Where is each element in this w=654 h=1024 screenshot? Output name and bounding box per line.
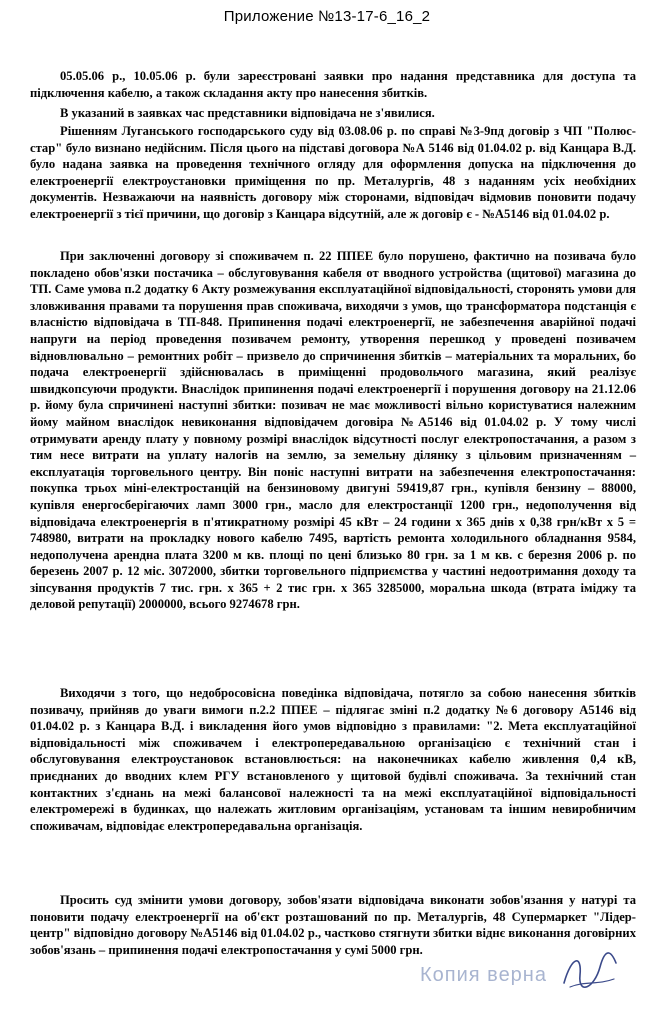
page-header: Приложение №13-17-6_16_2 <box>223 8 431 25</box>
paragraph-4: При заключенні договору зі споживачем п. 22 ППЕЕ було порушено, фактично на позивача було покладено обов'язки постачика – обслуговування кабеля от вводного устройства (щитової) магазина до ТП. Саме умова п.2 додатку 6 Акту розмежування експлуатаційної відповідальності, сторонять умови для зловживання правами та порушення прав споживача, виходячи з умов, що трансформатора подстанція є власністю відповідача в ТП-848. Припинення подачі електроенергії, не забезпечення аварійної подачі напруги на період проведення позивачем ремонту, утворення перешкод у проведені позивачем відновлювально – ремонтних робіт – призвело до спричинення збитків – матеріальних та моральних, бо подача електроенергії здійснювалась в приміщенні продовольчого магазина, який реалізує швидкопсуючи продукти. Внаслідок припинення подачі електроенергії і порушення договору на 21.12.06 р. йому була спричинені наступні збитки: позивач не має можливості вільно користуватися належним йому майном внаслідок невиконання відповідачем договіра №А5146 від 01.04.02 р. У тому числі отримувати аренду плату у повному розмірі внаслідок відсутності послуг електропостачання, а разом з тим несе витрати на уплату налогів на землю, за земельну ділянку з цільовим призначенням – експлуатація торговельного центру. Він поніс наступні витрати на забезпечення електропостачання: покупка трьох міні-електростанцій на бензиновому двигуні 59419,87 грн., купівля бензину – 88000, купівля енергосберігаючих ламп 3000 грн., масло для електростанції 1200 грн., недополучення від відповідача електроенергія в п'ятикратному розмірі 45 кВт – 24 години х 365 днів х 0,38 грн/кВт х 5 = 748980, витрати на прокладку нового кабелю 7495, вартість ремонта холодильного обладнання 9584, недополучена арендна плата 3200 м кв. площі по цені близько 80 грн. за 1 м кв. с березня 2006 р. по березень 2007 р. 12 міс. 3072000, збитки торговельного підприємства у частині недоотримання доходу та зіпсування продуктів 7 тис. грн. х 365 + 2 тис грн. х 365 3285000, моральна шкода (втрата іміджу та деловой репутації) 2000000, всього 9274678 грн. <box>30 249 636 612</box>
paragraph-2: В указаний в заявках час представники відповідача не з'явилися. <box>60 106 435 120</box>
paragraph-1: 05.05.06 р., 10.05.06 р. були зареєстровані заявки про надання представника для доступа та підключення кабелю, а також складання акту про нанесення збитків. <box>30 69 636 100</box>
signature-icon <box>560 945 620 995</box>
paragraph-6: Просить суд змінити умови договору, зобов'язати відповідача виконати зобов'язання у натурі та поновити подачу електроенергії на об'єкт розташований по пр. Металургів, 48 Супермаркет "Лідер-центр" відповідно договору №А5146 від 01.04.02 р., частково стягнути збитки віднє виконання договірних зобов'язань – припинення подачі електропостачання у сумі 5000 грн. <box>30 893 636 957</box>
scanned-document <box>30 68 636 1008</box>
paragraph-3: Рішенням Луганського господарського суду від 03.08.06 р. по справі №3-9пд договір з ЧП "Полюс-стар" було визнано недійсним. Після цього на підставі договора №А 5146 від 01.04.02 р. від Канцара В.Д. було надана заявка на проведення технічного огляду для оформлення допуска на підключення до електроенергії електроустановки приміщення по пр. Металургів, 48 з наданням усіх необхідних документів. Незважаючи на наявність договору між сторонами, відповідач відмовив поновити подачу електроенергії з тієї причини, що договір з Канцара відсутній, але ж договір є - №А5146 від 01.04.02 р. <box>30 124 636 221</box>
paragraph-5: Виходячи з того, що недобросовісна поведінка відповідача, потягло за собою нанесення збитків позивачу, прийняв до уваги вимоги п.2.2 ППЕЕ – підлягає зміні п.2 додатку №6 договору А5146 від 01.04.02 р. з Канцара В.Д. і викладення його умов відповідно з правилами: "2. Мета експлуатаційної відповідальності між споживачем і електропередавальною організацією є технічний стан і обслуговування електроустановок встановлюється: на наконечниках кабелю живлення 0,4 кВ, приєднаних до вводних клем РГУ встановленого у щитовой будівлі споживача. За технічний стан контактних з'єднань на межі балансової належності та на межі експлуатаційної відповідальності електромережі в будинках, що належать житловим організаціям, установам та іншим невиробничим споживачам, відповідає електропередавальна організація. <box>30 686 636 833</box>
certified-copy-stamp: Копия верна <box>420 964 547 986</box>
